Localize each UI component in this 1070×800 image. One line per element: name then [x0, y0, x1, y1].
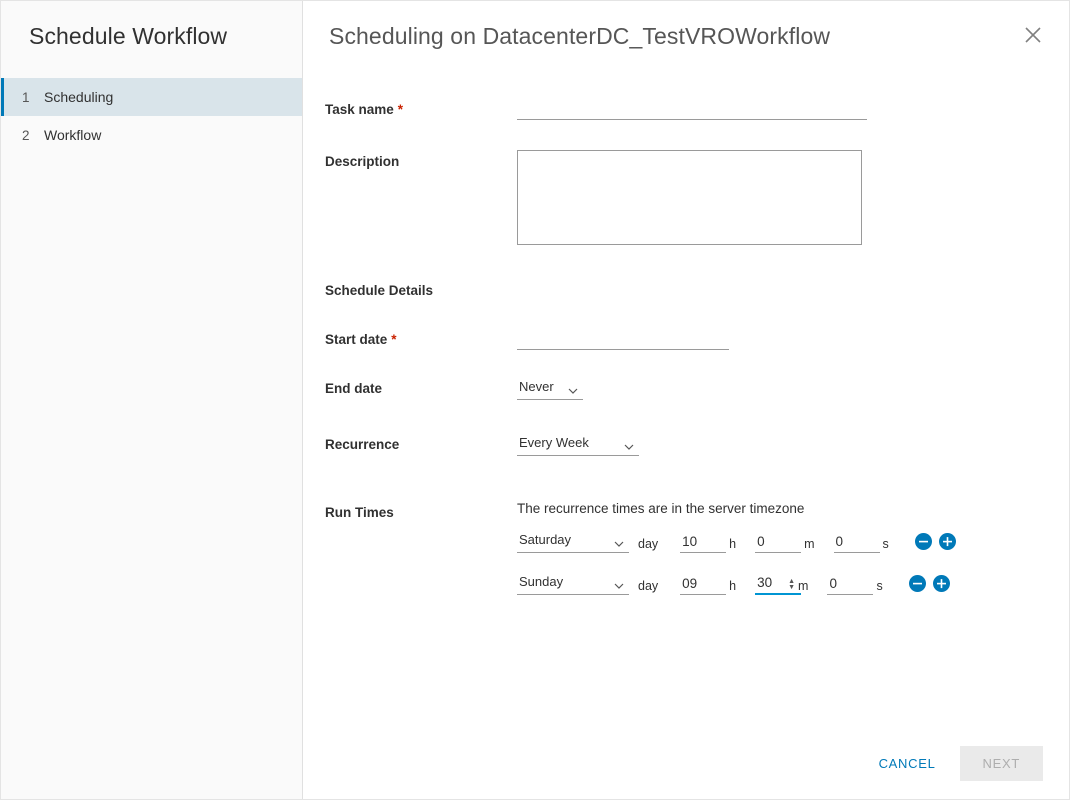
- schedule-details-heading: Schedule Details: [325, 283, 434, 298]
- run-time-hours-input[interactable]: [680, 532, 726, 553]
- unit-seconds: s: [876, 579, 883, 593]
- task-name-label: Task name *: [325, 102, 404, 117]
- cancel-button[interactable]: CANCEL: [865, 748, 950, 779]
- stepper-down-icon[interactable]: ▼: [788, 584, 796, 591]
- field-run-times: [325, 501, 1069, 614]
- unit-day: day: [638, 579, 659, 593]
- field-end-date: [325, 377, 1069, 400]
- unit-hours: h: [729, 537, 737, 551]
- field-description: [325, 150, 1069, 245]
- run-times-note: The recurrence times are in the server timezone: [517, 501, 805, 516]
- end-date-label: End date: [325, 381, 383, 396]
- step-label: Workflow: [44, 127, 102, 143]
- recurrence-label: Recurrence: [325, 437, 400, 452]
- remove-run-time-button[interactable]: [909, 575, 926, 592]
- sidebar-item-workflow[interactable]: [1, 116, 302, 154]
- field-start-date: [325, 328, 1069, 350]
- run-time-day-select-wrap[interactable]: [517, 530, 629, 553]
- next-button[interactable]: NEXT: [960, 746, 1043, 781]
- close-icon[interactable]: [1019, 21, 1047, 49]
- run-times-label: Run Times: [325, 505, 394, 520]
- end-date-select[interactable]: [517, 377, 643, 399]
- minutes-stepper[interactable]: [788, 579, 795, 595]
- sidebar-item-scheduling[interactable]: [1, 78, 302, 116]
- stepper-up-icon[interactable]: ▲: [788, 578, 796, 585]
- run-time-day-select[interactable]: [517, 572, 610, 594]
- step-number: 2: [22, 127, 30, 143]
- unit-minutes: m: [798, 579, 809, 593]
- unit-hours: h: [729, 579, 737, 593]
- wizard-title: Schedule Workflow: [29, 23, 228, 49]
- required-marker: *: [391, 332, 397, 347]
- page-title: Scheduling on DatacenterDC_TestVROWorkflow: [329, 23, 831, 49]
- run-time-hours-input[interactable]: [680, 574, 726, 595]
- start-date-label: Start date *: [325, 332, 397, 347]
- wizard-steps: [1, 78, 302, 154]
- step-number: 1: [22, 89, 30, 105]
- unit-seconds: s: [882, 537, 889, 551]
- scheduling-form: [303, 50, 1069, 614]
- schedule-details-section: [325, 279, 1069, 298]
- chevron-down-icon: [624, 438, 634, 445]
- remove-run-time-button[interactable]: [915, 533, 932, 550]
- description-label: Description: [325, 154, 400, 169]
- chevron-down-icon: [614, 535, 624, 542]
- unit-minutes: m: [804, 537, 815, 551]
- start-date-input[interactable]: [517, 328, 729, 350]
- run-time-row: [517, 530, 956, 553]
- run-time-row: [517, 572, 956, 595]
- end-date-select-wrap[interactable]: [517, 377, 583, 400]
- run-times-body: [517, 501, 956, 614]
- required-marker: *: [397, 102, 404, 117]
- run-time-seconds-input[interactable]: [827, 574, 873, 595]
- recurrence-select[interactable]: [517, 433, 614, 455]
- add-run-time-button[interactable]: [939, 533, 956, 550]
- run-time-minutes-input[interactable]: [755, 532, 801, 553]
- wizard-sidebar: [1, 1, 303, 799]
- wizard-content: [303, 1, 1069, 799]
- run-time-day-select[interactable]: [517, 530, 610, 552]
- add-run-time-button[interactable]: [933, 575, 950, 592]
- field-task-name: [325, 98, 1069, 120]
- recurrence-select-wrap[interactable]: [517, 433, 639, 456]
- step-label: Scheduling: [44, 89, 114, 105]
- chevron-down-icon: [614, 577, 624, 584]
- run-time-seconds-input[interactable]: [834, 532, 880, 553]
- run-time-day-select-wrap[interactable]: [517, 572, 629, 595]
- task-name-input[interactable]: [517, 98, 867, 120]
- unit-day: day: [638, 537, 659, 551]
- field-recurrence: [325, 433, 1069, 456]
- description-textarea[interactable]: [517, 150, 862, 245]
- dialog-footer: [303, 727, 1069, 799]
